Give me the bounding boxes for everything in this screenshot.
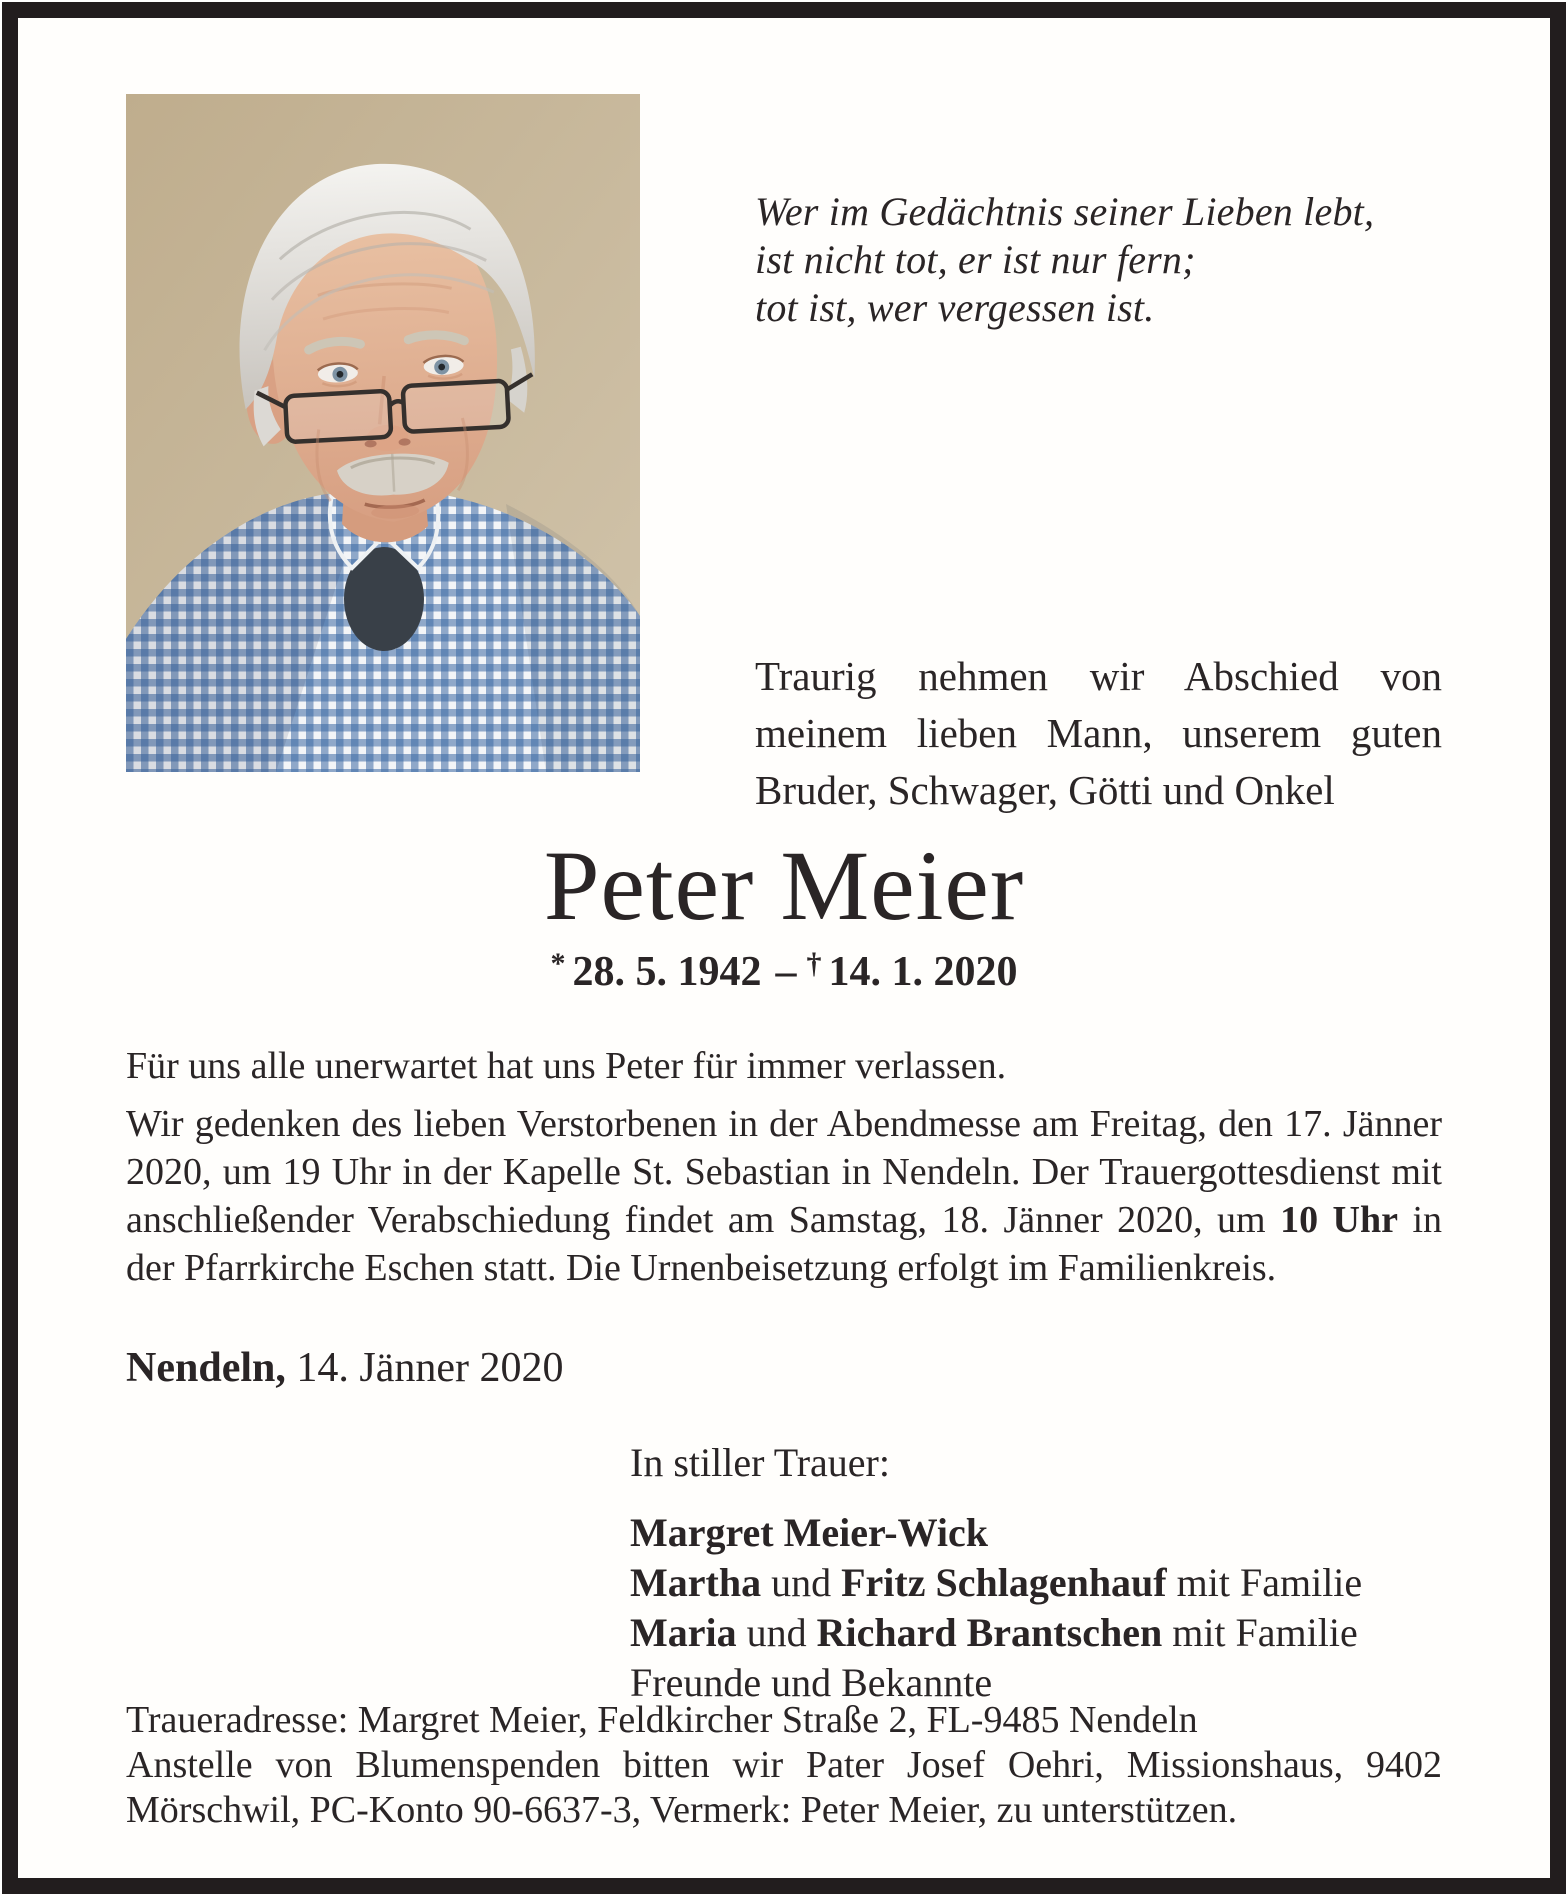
mourners-heading: In stiller Trauer: — [630, 1440, 890, 1485]
mourner-name: Margret Meier-Wick — [630, 1510, 988, 1555]
service-text-1: Wir gedenken des lieben Verstorbenen in der Abendmesse am Freitag, den 17. Jänner 2020, um 19 Uhr in der Kapelle St. Sebastian in Nendeln. Der Trauergottesdienst mit anschließender Verabschiedung findet am Samstag, 18. Jänner 2020, um — [126, 1103, 1442, 1241]
mourner-line-4: Freunde und Bekannte — [630, 1660, 993, 1705]
death-date: 14. 1. 2020 — [828, 949, 1018, 995]
service-paragraph — [126, 1100, 1442, 1292]
dateline-date: 14. Jänner 2020 — [285, 1345, 564, 1391]
birth-date: 28. 5. 1942 — [572, 949, 762, 995]
farewell-intro: Traurig nehmen wir Abschied von meinem lieben Mann, unserem guten Bruder, Schwager, Götti und Onkel — [755, 653, 1442, 813]
mourner-name: Maria — [630, 1610, 737, 1655]
quote-line-3: tot ist, wer vergessen ist. — [755, 285, 1155, 330]
quote-line-2: ist nicht tot, er ist nur fern; — [755, 237, 1196, 282]
mourner-name: Richard Brantschen — [816, 1610, 1163, 1655]
birth-star-symbol: * — [550, 947, 566, 980]
mourner-name: Fritz Schlagenhauf — [841, 1560, 1167, 1605]
mourning-address: Traueradresse: Margret Meier, Feldkircher Straße 2, FL-9485 Nendeln — [126, 1699, 1198, 1741]
dates-separator: – — [775, 949, 797, 995]
memorial-quote — [755, 188, 1374, 332]
mourner-connector: und — [761, 1560, 842, 1605]
mourner-connector: und — [736, 1610, 817, 1655]
mourner-line-3 — [630, 1608, 1362, 1658]
deceased-name: Peter Meier — [543, 830, 1025, 941]
service-text-2: in der Pfarrkirche Eschen statt. Die Urnenbeisetzung erfolgt im Familienkreis. — [126, 1199, 1442, 1289]
death-cross-symbol: † — [806, 947, 822, 980]
mourner-name: Martha — [630, 1560, 762, 1605]
dateline-place: Nendeln, — [126, 1345, 286, 1391]
mourner-suffix: mit Familie — [1166, 1560, 1363, 1605]
life-dates — [126, 948, 1442, 996]
quote-line-1: Wer im Gedächtnis seiner Lieben lebt, — [755, 189, 1375, 234]
portrait-illustration — [126, 94, 640, 772]
mourner-suffix: mit Familie — [1162, 1610, 1358, 1655]
mourners-block — [630, 1438, 1362, 1708]
portrait-photo — [126, 94, 640, 772]
farewell-line: Für uns alle unerwartet hat uns Peter für immer verlassen. — [126, 1045, 1007, 1087]
dateline — [126, 1344, 563, 1392]
mourner-line-1 — [630, 1508, 1362, 1558]
service-time-bold: 10 Uhr — [1280, 1199, 1398, 1241]
donation-note: Anstelle von Blumenspenden bitten wir Pater Josef Oehri, Missionshaus, 9402 Mörschwil, PC-Konto 90-6637-3, Vermerk: Peter Meier, zu unterstützen. — [126, 1744, 1442, 1831]
mourner-line-2 — [630, 1558, 1362, 1608]
